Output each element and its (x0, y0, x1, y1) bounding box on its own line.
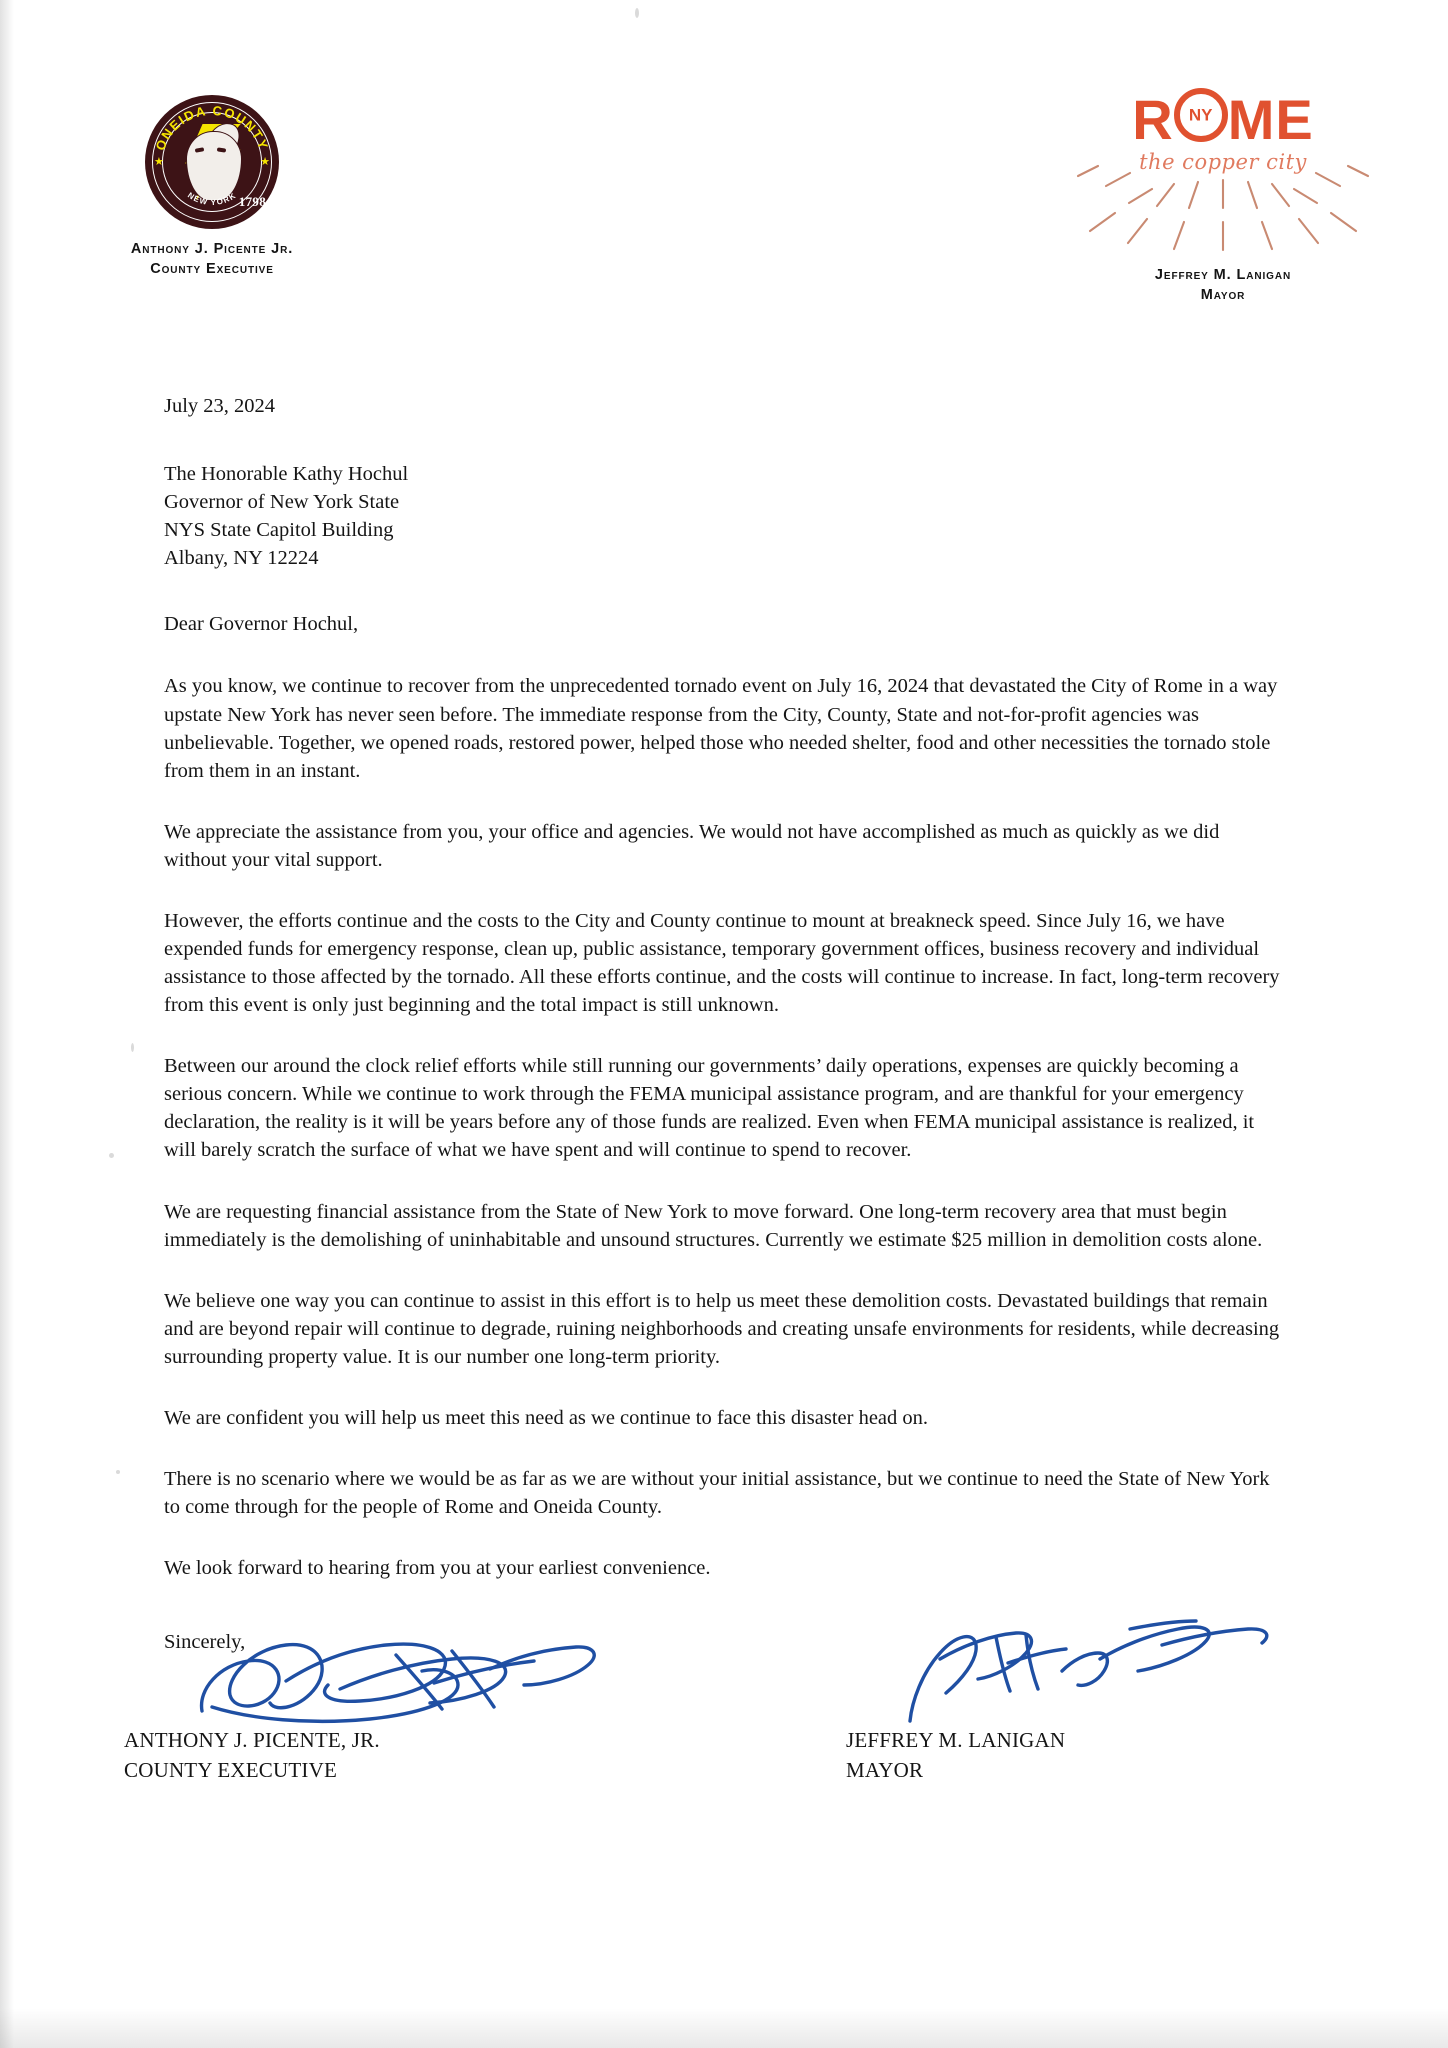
address-line: The Honorable Kathy Hochul (164, 463, 409, 486)
address-line: Albany, NY 12224 (164, 547, 319, 570)
signatory-title: MAYOR (846, 1758, 924, 1783)
rome-logo-icon (1058, 88, 1388, 208)
city-letterhead-block (1058, 88, 1388, 305)
mayor-name: Jeffrey M. Lanigan (1154, 267, 1292, 283)
svg-text:ONEIDA COUNTY (152, 103, 271, 153)
recipient-address (164, 460, 1286, 572)
signature-ink-lanigan (830, 1615, 1390, 1725)
body-paragraph: There is no scenario where we would be as far as we are without your initial assistance, but we continue to need the State of New York to come through for the people of Rome and Oneida County. (164, 1468, 1270, 1519)
signature-block-county-executive (120, 1615, 680, 1786)
address-line: NYS State Capitol Building (164, 519, 394, 542)
svg-text:NEW YORK (186, 191, 238, 207)
signatory-title: COUNTY EXECUTIVE (124, 1758, 337, 1783)
letter-body (164, 392, 1286, 1656)
mayor-title: Mayor (1200, 286, 1246, 303)
body-paragraph: Between our around the clock relief efforts while still running our governments’ daily operations, expenses are quickly becoming a serious concern. While we continue to work through the FEMA municipal assistance program, and are thankful for your emergency declaration, the reality is it will be years before any of those funds are realized. Even when FEMA municipal assistance is realized, it will barely scratch the surface of what we have spent and will continue to spend to recover. (164, 1055, 1255, 1162)
signatory-name: ANTHONY J. PICENTE, JR. (124, 1728, 380, 1752)
scan-speck (131, 1043, 134, 1052)
letterhead (0, 0, 1448, 303)
rome-letter-r: R (1132, 88, 1174, 151)
rome-tagline: the copper city (1139, 150, 1307, 174)
body-paragraph: We look forward to hearing from you at your earliest convenience. (164, 1557, 711, 1580)
rome-letter-o-ring (1174, 88, 1228, 142)
county-executive-title: County Executive (150, 260, 274, 277)
county-executive-name: Anthony J. Picente Jr. (130, 241, 294, 257)
signature-block-mayor (830, 1615, 1390, 1786)
rome-letters-me: ME (1227, 88, 1314, 151)
address-line: Governor of New York State (164, 491, 400, 514)
scan-speck (116, 1470, 120, 1474)
signature-ink-picente (120, 1615, 680, 1725)
scan-speck (109, 1153, 114, 1158)
body-paragraph: However, the efforts continue and the costs to the City and County continue to mount at breakneck speed. Since July 16, we have expended funds for emergency response, clean up, public assistance, temporary government offices, business recovery and individual assistance to those affected by the tornado. All these efforts continue, and the costs will continue to increase. In fact, long-term recovery from this event is only just beginning and the total impact is still unknown. (164, 909, 1280, 1017)
oneida-county-seal-icon (145, 95, 279, 229)
salutation: Dear Governor Hochul, (164, 613, 359, 636)
body-paragraph: We appreciate the assistance from you, your office and agencies. We would not have accomplished as much as quickly as we did without your vital support. (164, 820, 1220, 871)
seal-bottom-text: NEW YORK (185, 190, 239, 208)
county-letterhead-block (62, 95, 362, 279)
signature-area (0, 1615, 1448, 1835)
seal-star-icon: ★ (260, 156, 270, 168)
rome-wordmark (1132, 88, 1314, 151)
body-paragraph: As you know, we continue to recover from the unprecedented tornado event on July 16, 2024 that devastated the City of Rome in a way upstate New York has never seen before. The immediate response from the City, County, State and not-for-profit agencies was unbelievable. Together, we opened roads, restored power, helped those who needed shelter, food and other necessities the tornado stole from them in an instant. (164, 675, 1278, 782)
body-paragraph: We are requesting financial assistance from the State of New York to move forward. One long-term recovery area that must begin immediately is the demolishing of uninhabitable and unsound structures. Currently we estimate $25 million in demolition costs alone. (164, 1200, 1263, 1251)
scan-edge-shading-bottom (0, 2008, 1448, 2048)
body-paragraph: We believe one way you can continue to assist in this effort is to help us meet these demolition costs. Devastated buildings that remain and are beyond repair will continue to degrade, ruining neighborhoods and creating unsafe environments for residents, while decreasing surrounding property value. It is our number one long-term priority. (164, 1289, 1280, 1368)
seal-star-icon: ★ (154, 156, 164, 168)
rome-ny-text: NY (1188, 105, 1213, 125)
seal-arc-text: ONEIDA COUNTY (152, 102, 272, 153)
body-paragraph: We are confident you will help us meet this need as we continue to face this disaster head on. (164, 1406, 929, 1429)
seal-year-text: 1798 (238, 194, 266, 209)
signatory-name: JEFFREY M. LANIGAN (846, 1728, 1066, 1752)
closing-salutation: Sincerely, (164, 1631, 246, 1654)
letter-date: July 23, 2024 (164, 395, 276, 417)
